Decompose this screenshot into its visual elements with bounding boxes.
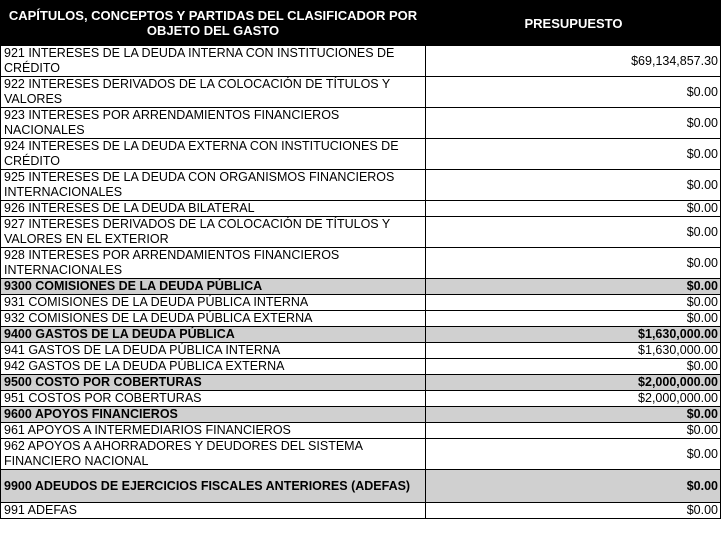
row-amount: $2,000,000.00	[426, 391, 721, 407]
table-row	[1, 217, 721, 248]
row-label: 932 COMISIONES DE LA DEUDA PÚBLICA EXTERNA	[1, 311, 426, 327]
row-label: 961 APOYOS A INTERMEDIARIOS FINANCIEROS	[1, 423, 426, 439]
table-row	[1, 77, 721, 108]
table-row	[1, 391, 721, 407]
subtotal-row	[1, 279, 721, 295]
row-amount: $0.00	[426, 359, 721, 375]
table-row	[1, 439, 721, 470]
subtotal-row	[1, 375, 721, 391]
row-amount: $69,134,857.30	[426, 46, 721, 77]
row-label: 927 INTERESES DERIVADOS DE LA COLOCACIÓN DE TÍTULOS Y VALORES EN EL EXTERIOR	[1, 217, 426, 248]
row-label: 951 COSTOS POR COBERTURAS	[1, 391, 426, 407]
row-label: 926 INTERESES DE LA DEUDA BILATERAL	[1, 201, 426, 217]
row-label: 9500 COSTO POR COBERTURAS	[1, 375, 426, 391]
row-amount: $0.00	[426, 311, 721, 327]
row-label: 922 INTERESES DERIVADOS DE LA COLOCACIÓN DE TÍTULOS Y VALORES	[1, 77, 426, 108]
row-amount: $0.00	[426, 470, 721, 503]
table-row	[1, 170, 721, 201]
table-row	[1, 423, 721, 439]
table-row	[1, 503, 721, 519]
table-row	[1, 46, 721, 77]
row-label: 928 INTERESES POR ARRENDAMIENTOS FINANCIEROS INTERNACIONALES	[1, 248, 426, 279]
row-label: 931 COMISIONES DE LA DEUDA PÚBLICA INTERNA	[1, 295, 426, 311]
row-amount: $0.00	[426, 217, 721, 248]
row-label: 925 INTERESES DE LA DEUDA CON ORGANISMOS FINANCIEROS INTERNACIONALES	[1, 170, 426, 201]
column-header-description: CAPÍTULOS, CONCEPTOS Y PARTIDAS DEL CLASIFICADOR POR OBJETO DEL GASTO	[1, 1, 426, 46]
subtotal-row	[1, 407, 721, 423]
column-header-amount: PRESUPUESTO	[426, 1, 721, 46]
row-label: 991 ADEFAS	[1, 503, 426, 519]
row-label: 9400 GASTOS DE LA DEUDA PÚBLICA	[1, 327, 426, 343]
row-label: 9300 COMISIONES DE LA DEUDA PÚBLICA	[1, 279, 426, 295]
header-row	[1, 1, 721, 46]
row-label: 921 INTERESES DE LA DEUDA INTERNA CON INSTITUCIONES DE CRÉDITO	[1, 46, 426, 77]
row-amount: $0.00	[426, 248, 721, 279]
row-label: 924 INTERESES DE LA DEUDA EXTERNA CON INSTITUCIONES DE CRÉDITO	[1, 139, 426, 170]
row-amount: $0.00	[426, 279, 721, 295]
row-label: 941 GASTOS DE LA DEUDA PÚBLICA INTERNA	[1, 343, 426, 359]
row-amount: $1,630,000.00	[426, 327, 721, 343]
table-row	[1, 343, 721, 359]
row-label: 9600 APOYOS FINANCIEROS	[1, 407, 426, 423]
table-row	[1, 248, 721, 279]
subtotal-row	[1, 470, 721, 503]
row-amount: $0.00	[426, 170, 721, 201]
row-amount: $0.00	[426, 139, 721, 170]
table-row	[1, 311, 721, 327]
table-body	[1, 46, 721, 519]
row-amount: $1,630,000.00	[426, 343, 721, 359]
row-amount: $0.00	[426, 407, 721, 423]
row-amount: $0.00	[426, 201, 721, 217]
row-amount: $0.00	[426, 77, 721, 108]
row-amount: $0.00	[426, 295, 721, 311]
row-amount: $0.00	[426, 503, 721, 519]
table-row	[1, 201, 721, 217]
row-label: 962 APOYOS A AHORRADORES Y DEUDORES DEL SISTEMA FINANCIERO NACIONAL	[1, 439, 426, 470]
row-label: 942 GASTOS DE LA DEUDA PÚBLICA EXTERNA	[1, 359, 426, 375]
table-row	[1, 359, 721, 375]
row-amount: $2,000,000.00	[426, 375, 721, 391]
row-amount: $0.00	[426, 439, 721, 470]
subtotal-row	[1, 327, 721, 343]
row-amount: $0.00	[426, 423, 721, 439]
row-label: 923 INTERESES POR ARRENDAMIENTOS FINANCIEROS NACIONALES	[1, 108, 426, 139]
row-label: 9900 ADEUDOS DE EJERCICIOS FISCALES ANTERIORES (ADEFAS)	[1, 470, 426, 503]
row-amount: $0.00	[426, 108, 721, 139]
table-row	[1, 108, 721, 139]
table-row	[1, 295, 721, 311]
table-row	[1, 139, 721, 170]
